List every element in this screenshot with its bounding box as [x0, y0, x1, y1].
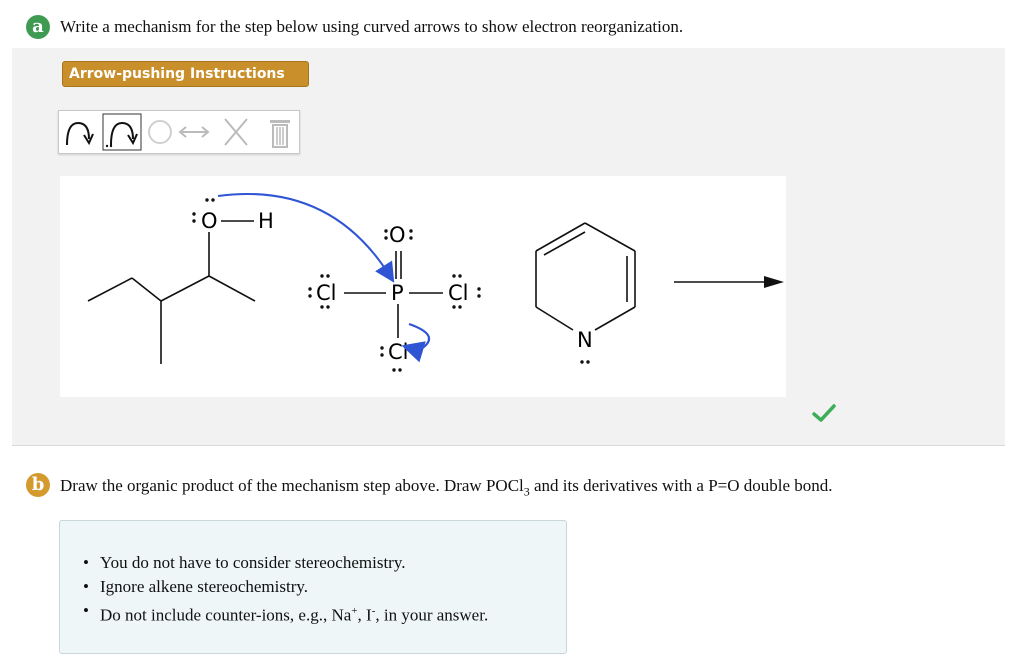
- pocl3-oxygen-label: O: [389, 223, 406, 247]
- trash-icon[interactable]: [265, 111, 295, 153]
- curved-arrow-electron-pair-icon[interactable]: [61, 111, 97, 153]
- part-a-badge: a: [26, 15, 50, 39]
- curved-arrow-p-cl-bond-to-chlorine[interactable]: [409, 324, 429, 349]
- pocl3-molecule: [308, 223, 480, 372]
- alcohol-molecule: [88, 198, 274, 364]
- arrow-pushing-instructions-button[interactable]: Arrow-pushing Instructions: [62, 61, 309, 87]
- double-headed-arrow-icon[interactable]: [175, 111, 213, 153]
- delete-x-icon[interactable]: [219, 111, 253, 153]
- correct-checkmark-icon: [812, 403, 836, 423]
- pocl3-left-chlorine-label: Cl: [316, 281, 337, 305]
- alcohol-hydrogen-label: H: [258, 209, 274, 233]
- curved-arrow-oxygen-to-phosphorus[interactable]: [218, 194, 390, 276]
- reaction-arrow: [674, 276, 784, 288]
- mechanism-drawing: [60, 176, 786, 397]
- hint-item: • You do not have to consider stereochemistry.: [100, 551, 488, 575]
- part-a-question: Write a mechanism for the step below using curved arrows to show electron reorganization.: [60, 17, 684, 36]
- curved-arrow-single-electron-icon[interactable]: [101, 111, 143, 153]
- pocl3-phosphorus-label: P: [391, 281, 404, 305]
- pocl3-right-chlorine-label: Cl: [448, 281, 469, 305]
- hints-list: [100, 551, 488, 628]
- hint-item: • Do not include counter-ions, e.g., Na+, I-, in your answer.: [100, 599, 488, 628]
- alcohol-oxygen-label: O: [201, 209, 218, 233]
- part-b-badge: b: [26, 473, 50, 497]
- mechanism-canvas[interactable]: [60, 176, 786, 397]
- pocl3-bottom-chlorine-label: Cl: [388, 340, 409, 364]
- pyridine-nitrogen-label: N: [577, 328, 593, 352]
- hint-item: • Ignore alkene stereochemistry.: [100, 575, 488, 599]
- ring-icon[interactable]: [145, 111, 175, 153]
- part-b-question: Draw the organic product of the mechanism step above. Draw POCl$_3$ and its derivatives with a P=O double bond.: [60, 476, 833, 499]
- pyridine-molecule: [536, 223, 635, 364]
- drawing-toolbar: [58, 110, 300, 154]
- hints-box: [59, 520, 567, 654]
